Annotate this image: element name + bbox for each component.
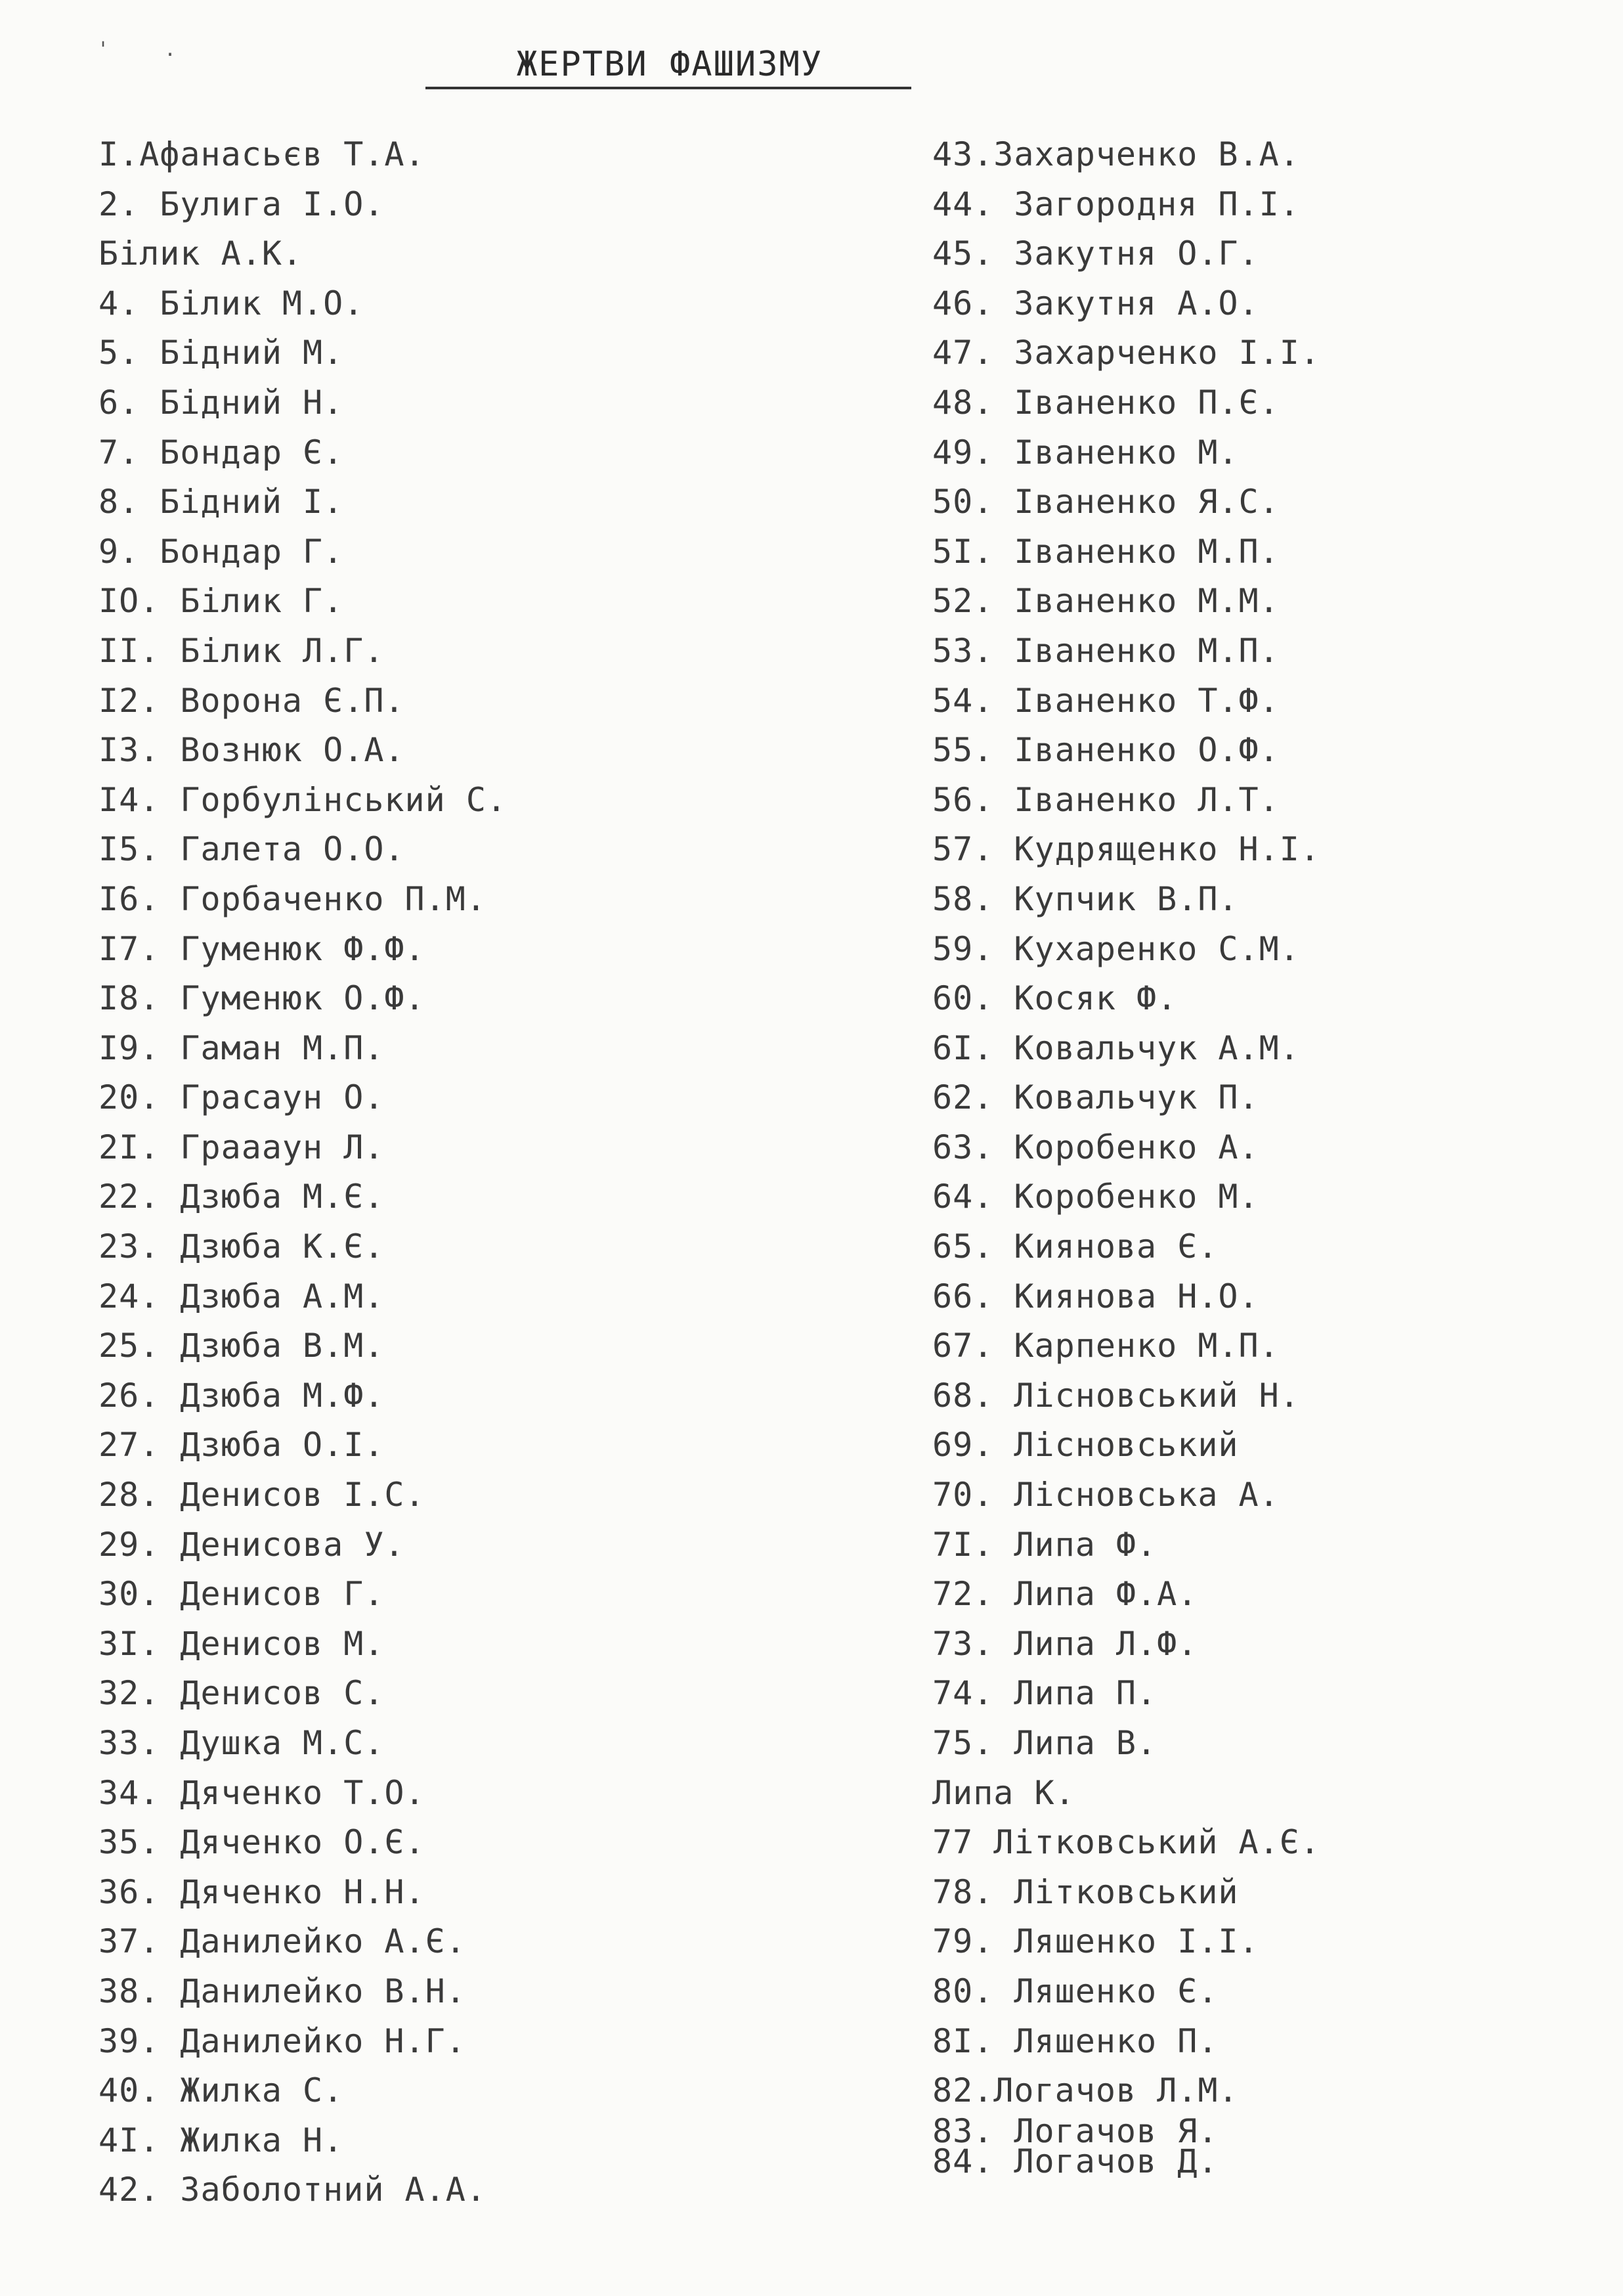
list-item: 33. Душка М.С.	[98, 1724, 385, 1762]
list-item: 50. Іваненко Я.С.	[932, 483, 1280, 521]
list-item: I3. Вознюк О.А.	[98, 731, 405, 770]
list-item: 44. Загородня П.І.	[932, 185, 1300, 223]
list-item: 39. Данилейко Н.Г.	[98, 2021, 466, 2060]
list-item: 22. Дзюба М.Є.	[98, 1178, 385, 1216]
list-item: 9. Бондар Г.	[98, 532, 344, 571]
title-underline	[425, 87, 911, 89]
list-item: 3I. Денисов М.	[98, 1624, 385, 1663]
list-item: 46. Закутня А.О.	[932, 284, 1259, 322]
list-item: 78. Літковський	[932, 1872, 1239, 1911]
list-item: 82.Логачов Л.М.	[932, 2071, 1239, 2110]
list-item: 30. Денисов Г.	[98, 1575, 385, 1614]
list-item: I9. Гаман М.П.	[98, 1028, 385, 1067]
list-item: 34. Дяченко Т.О.	[98, 1773, 425, 1812]
right-column-list	[932, 130, 1589, 2180]
list-item: 67. Карпенко М.П.	[932, 1327, 1280, 1365]
list-item: 28. Денисов І.С.	[98, 1476, 425, 1514]
list-item: 24. Дзюба А.М.	[98, 1277, 385, 1315]
list-item: I.Афанасьєв Т.А.	[98, 135, 425, 173]
list-item: 55. Іваненко О.Ф.	[932, 731, 1280, 770]
list-item: 70. Лісновська А.	[932, 1476, 1280, 1514]
list-item: 80. Ляшенко Є.	[932, 1972, 1219, 2010]
list-item: 66. Киянова Н.О.	[932, 1277, 1259, 1315]
list-item: I6. Горбаченко П.М.	[98, 879, 487, 918]
list-item: 84. Логачов Д.	[932, 2142, 1219, 2180]
list-item: 45. Закутня О.Г.	[932, 234, 1259, 273]
list-item: 73. Липа Л.Ф.	[932, 1624, 1198, 1663]
list-item: 6. Бідний Н.	[98, 383, 344, 422]
list-item: 4I. Жилка Н.	[98, 2121, 344, 2159]
list-item: 56. Іваненко Л.Т.	[932, 780, 1280, 819]
list-item: 53. Іваненко М.П.	[932, 631, 1280, 670]
list-item: I8. Гуменюк О.Ф.	[98, 979, 425, 1018]
list-item: 35. Дяченко О.Є.	[98, 1823, 425, 1862]
list-item: 63. Коробенко А.	[932, 1128, 1259, 1166]
list-item: I7. Гуменюк Ф.Ф.	[98, 929, 425, 968]
list-item: 52. Іваненко М.М.	[932, 582, 1280, 621]
list-item: 62. Ковальчук П.	[932, 1078, 1259, 1117]
list-item: 64. Коробенко М.	[932, 1178, 1259, 1216]
list-item: 26. Дзюба М.Ф.	[98, 1376, 385, 1415]
list-item: 27. Дзюба О.І.	[98, 1426, 385, 1465]
list-item: Липа К.	[932, 1773, 1075, 1812]
list-item: 23. Дзюба К.Є.	[98, 1227, 385, 1266]
list-item: 48. Іваненко П.Є.	[932, 383, 1280, 422]
list-item: 58. Купчик В.П.	[932, 879, 1239, 918]
list-item: 7. Бондар Є.	[98, 433, 344, 472]
list-item: 60. Косяк Ф.	[932, 979, 1178, 1018]
list-item: 7I. Липа Ф.	[932, 1525, 1158, 1564]
list-item: 5. Бідний М.	[98, 334, 344, 372]
list-item: 68. Лісновський Н.	[932, 1376, 1300, 1415]
page-title: ЖЕРТВИ ФАШИЗМУ	[516, 45, 823, 84]
list-item: 6I. Ковальчук А.М.	[932, 1028, 1300, 1067]
list-item: 57. Кудрященко Н.І.	[932, 830, 1320, 869]
list-item: 2I. Грааaун Л.	[98, 1128, 385, 1166]
list-item: 65. Киянова Є.	[932, 1227, 1219, 1266]
list-item: 77 Літковський А.Є.	[932, 1823, 1320, 1862]
list-item: 37. Данилейко А.Є.	[98, 1922, 466, 1961]
corner-mark-2: .	[164, 38, 177, 61]
list-item: 49. Іваненко М.	[932, 433, 1239, 472]
list-item: 42. Заболотний А.А.	[98, 2171, 487, 2209]
list-item: 20. Грасаун О.	[98, 1078, 385, 1117]
list-item: Білик А.К.	[98, 234, 303, 273]
list-item: IO. Білик Г.	[98, 582, 344, 621]
list-item: II. Білик Л.Г.	[98, 631, 385, 670]
list-item: 75. Липа В.	[932, 1724, 1158, 1762]
list-item: 2. Булига І.О.	[98, 185, 385, 223]
list-item: 40. Жилка С.	[98, 2071, 344, 2110]
list-item: 72. Липа Ф.А.	[932, 1575, 1198, 1614]
list-item: 29. Денисова У.	[98, 1525, 405, 1564]
list-item: 43.Захарченко В.А.	[932, 135, 1300, 173]
left-column-list	[98, 130, 886, 2215]
list-item: 25. Дзюба В.М.	[98, 1327, 385, 1365]
list-item: I4. Горбулінський С.	[98, 780, 508, 819]
list-item: 59. Кухаренко С.М.	[932, 929, 1300, 968]
list-item: 8. Бідний І.	[98, 483, 344, 521]
list-item: 47. Захарченко І.І.	[932, 334, 1320, 372]
list-item: 83. Логачов Я.	[932, 2111, 1219, 2150]
list-item: I5. Галета О.О.	[98, 830, 405, 869]
list-item: 32. Денисов С.	[98, 1674, 385, 1713]
list-item: I2. Ворона Є.П.	[98, 681, 405, 720]
list-item: 5I. Іваненко М.П.	[932, 532, 1280, 571]
corner-mark-1: '	[97, 38, 110, 61]
list-item: 38. Данилейко В.Н.	[98, 1972, 466, 2010]
list-item: 79. Ляшенко І.І.	[932, 1922, 1259, 1961]
list-item: 4. Білик М.О.	[98, 284, 364, 322]
list-item: 54. Іваненко Т.Ф.	[932, 681, 1280, 720]
list-item: 36. Дяченко Н.Н.	[98, 1872, 425, 1911]
list-item: 8I. Ляшенко П.	[932, 2021, 1219, 2060]
list-item: 74. Липа П.	[932, 1674, 1158, 1713]
list-item: 69. Лісновський	[932, 1426, 1239, 1465]
